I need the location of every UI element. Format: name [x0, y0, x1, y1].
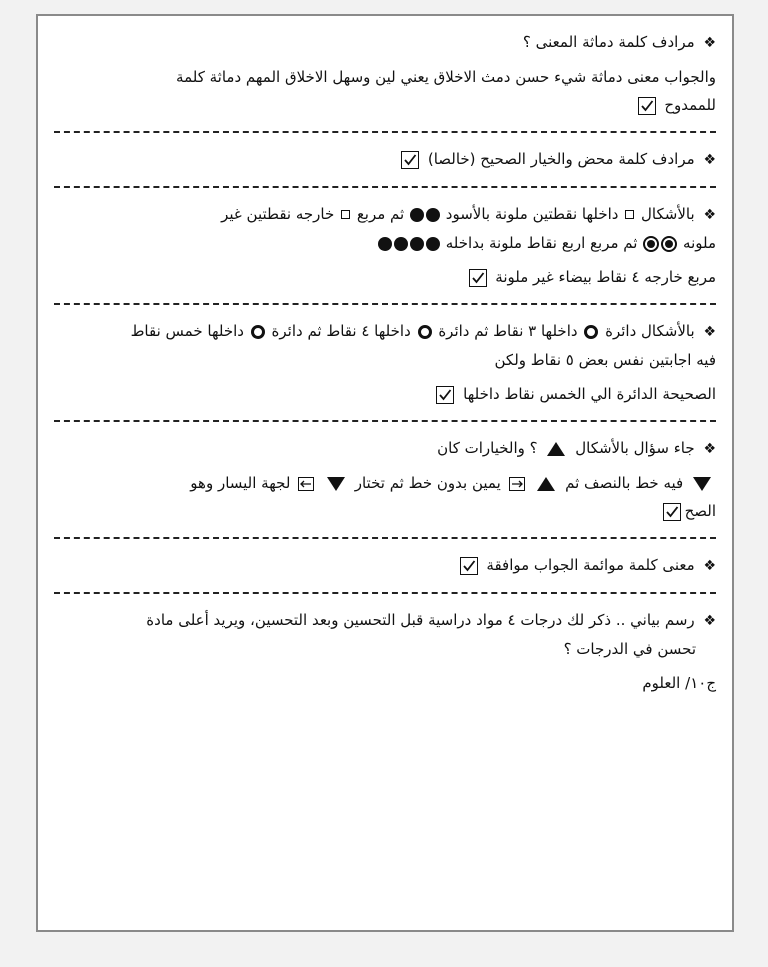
question-4-part-a: بالأشكال دائرة: [605, 322, 695, 340]
black-dot-icon: [378, 237, 392, 251]
question-3: [54, 200, 716, 291]
check-box-icon: [401, 151, 419, 169]
arrow-right-box-icon: [509, 477, 525, 491]
triangle-down-icon: [326, 476, 346, 492]
question-3-part-f: ثم مربع اربع نقاط ملونة بداخله: [445, 234, 638, 252]
question-5-part-a: جاء سؤال بالأشكال: [575, 439, 695, 457]
check-box-icon: [460, 557, 478, 575]
ring-with-dot-icon: [661, 236, 677, 252]
question-5-part-b: ؟ والخيارات كان: [437, 439, 538, 457]
divider: [54, 131, 716, 133]
black-dot-icon: [410, 237, 424, 251]
check-box-icon: [663, 503, 681, 521]
check-box-icon: [436, 386, 454, 404]
ring-icon: [584, 325, 598, 339]
question-5: [54, 434, 716, 525]
question-4: [54, 317, 716, 408]
question-3-line-3: مربع خارجه ٤ نقاط بيضاء غير ملونة: [495, 268, 716, 286]
question-7-line-2: تحسن في الدرجات ؟: [563, 640, 696, 658]
black-dot-icon: [394, 237, 408, 251]
question-4-line-2: فيه اجابتين نفس بعض ٥ نقاط ولكن: [494, 351, 716, 369]
question-3-part-c: ثم مربع: [356, 205, 405, 223]
check-box-icon: [469, 269, 487, 287]
arrow-left-box-icon: [298, 477, 314, 491]
divider: [54, 303, 716, 305]
question-5-part-c: فيه خط بالنصف ثم: [565, 474, 684, 492]
question-4-part-b: داخلها ٣ نقاط ثم دائرة: [438, 322, 578, 340]
question-4-part-c: داخلها ٤ نقاط ثم دائرة: [271, 322, 411, 340]
question-4-line-3: الصحيحة الدائرة الي الخمس نقاط داخلها: [463, 385, 716, 403]
bullet-icon: ❖: [703, 324, 716, 340]
bullet-icon: ❖: [703, 207, 716, 223]
question-1-answer-line-2: للممدوح: [664, 96, 716, 114]
question-5-part-f: الصح: [684, 502, 716, 520]
bullet-icon: ❖: [703, 558, 716, 574]
question-1-title: مرادف كلمة دماثة المعنى ؟: [522, 33, 695, 51]
question-3-part-a: بالأشكال: [641, 205, 695, 223]
question-7-line-1: رسم بياني .. ذكر لك درجات ٤ مواد دراسية قبل التحسين وبعد التحسين، ويريد أعلى مادة: [146, 611, 695, 629]
question-7: [54, 606, 716, 697]
triangle-down-icon: [692, 476, 712, 492]
square-icon: [625, 210, 634, 219]
triangle-up-icon: [546, 441, 566, 457]
divider: [54, 420, 716, 422]
question-3-part-d: خارجه نقطتين غير: [221, 205, 335, 223]
divider: [54, 537, 716, 539]
question-5-part-e: لجهة اليسار وهو: [190, 474, 291, 492]
question-1-answer-line-1: والجواب معنى دماثة شيء حسن دمث الاخلاق يعني لين وسهل الاخلاق المهم دماثة كلمة: [176, 68, 716, 86]
divider: [54, 592, 716, 594]
ring-with-dot-icon: [643, 236, 659, 252]
check-box-icon: [638, 97, 656, 115]
question-7-answer: ج١٠/ العلوم: [642, 674, 716, 692]
ring-icon: [418, 325, 432, 339]
question-1: [54, 28, 716, 119]
question-5-part-d: يمين بدون خط ثم تختار: [354, 474, 501, 492]
black-dot-icon: [426, 237, 440, 251]
question-2-text: مرادف كلمة محض والخيار الصحيح (خالصا): [427, 150, 695, 168]
black-dot-icon: [410, 208, 424, 222]
question-3-part-b: داخلها نقطتين ملونة بالأسود: [445, 205, 619, 223]
question-6: [54, 551, 716, 580]
bullet-icon: ❖: [703, 152, 716, 168]
square-icon: [341, 210, 350, 219]
document-page: [36, 14, 734, 932]
bullet-icon: ❖: [703, 613, 716, 629]
black-dot-icon: [426, 208, 440, 222]
divider: [54, 186, 716, 188]
question-6-text: معنى كلمة موائمة الجواب موافقة: [486, 556, 695, 574]
ring-icon: [251, 325, 265, 339]
triangle-up-icon: [536, 476, 556, 492]
document-content: [38, 16, 732, 697]
question-2: [54, 145, 716, 174]
question-4-part-d: داخلها خمس نقاط: [130, 322, 244, 340]
question-3-part-e: ملونه: [683, 234, 716, 252]
bullet-icon: ❖: [703, 441, 716, 457]
bullet-icon: ❖: [703, 35, 716, 51]
